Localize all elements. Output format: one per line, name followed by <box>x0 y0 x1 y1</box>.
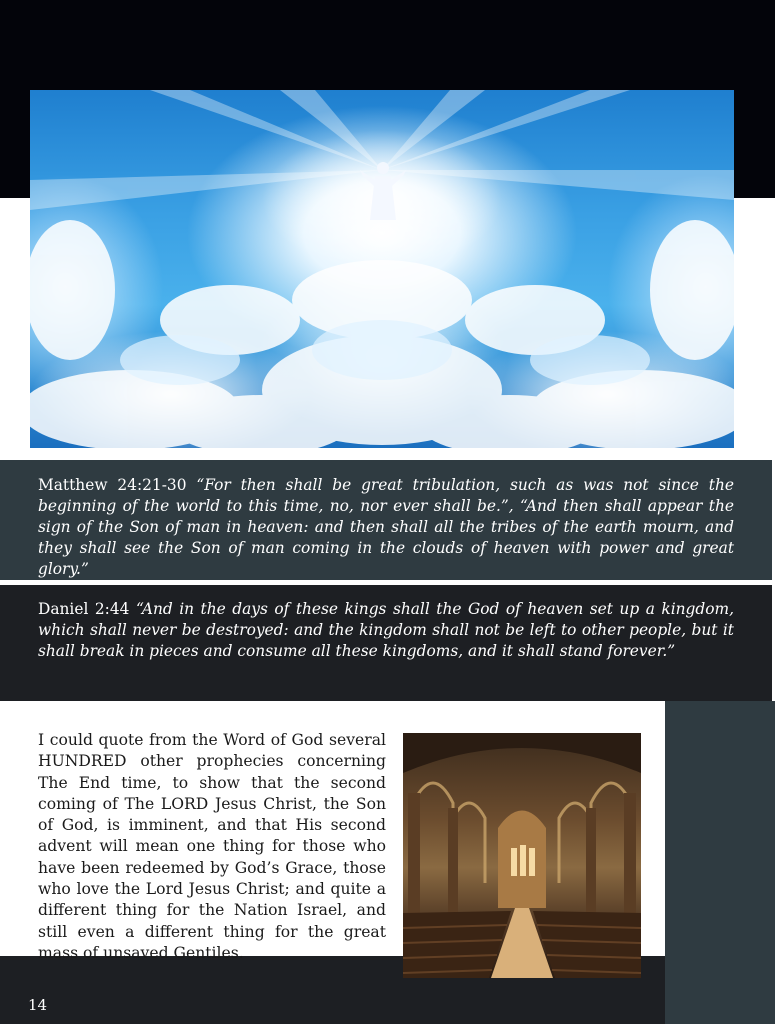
page-number: 14 <box>28 996 48 1014</box>
verse-reference: Daniel 2:44 <box>38 600 130 618</box>
right-accent-strip <box>665 701 775 1024</box>
verse-box-matthew <box>0 460 772 580</box>
verse-quote: “And in the days of these kings shall the God of heaven set up a kingdom, which shall never be destroyed: and the kingdom shall not be left to other people, but it shall break in pieces and consume all these kingdoms, and it shall stand forever.” <box>38 600 734 660</box>
verse-box-daniel <box>0 585 772 701</box>
verse-reference: Matthew 24:21-30 <box>38 476 187 494</box>
cathedral-illustration <box>403 733 641 978</box>
verse-quote: “For then shall be great tribulation, such as was not since the beginning of the world to this time, no, nor ever shall be.”, “And then shall appear the sign of the Son of man in heaven: and then shall all the tribes of the earth mourn, and they shall see the Son of man coming in the clouds of heaven with power and great glory.” <box>38 476 734 578</box>
clouds-illustration <box>30 90 734 448</box>
cathedral-interior-image <box>403 733 641 978</box>
heaven-clouds-image <box>30 90 734 448</box>
body-paragraph: I could quote from the Word of God several HUNDRED other prophecies concerning The End time, to show that the second coming of The LORD Jesus Christ, the Son of God, is imminent, and that His second advent will mean one thing for those who have been redeemed by God’s Grace, those who love the Lord Jesus Christ; and quite a different thing for the Nation Israel, and still even a different thing for the great mass of unsaved Gentiles. <box>38 731 386 962</box>
